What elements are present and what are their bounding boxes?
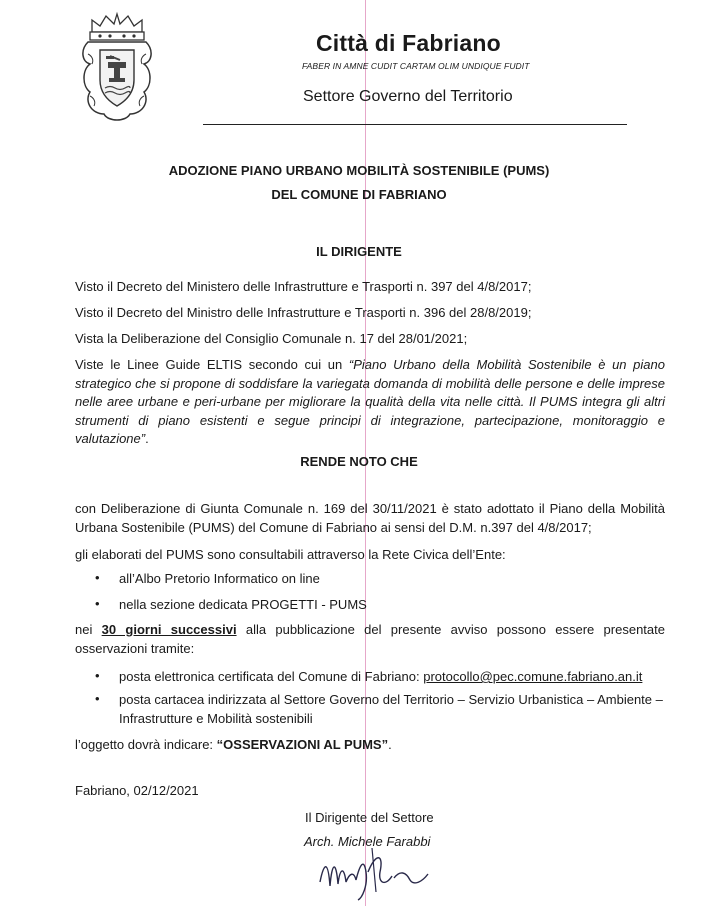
delibera-paragraph: con Deliberazione di Giunta Comunale n. 169 del 30/11/2021 è stato adottato il Piano della Mobilità Urbana Sostenibile (PUMS) del Comune di Fabriano ai sensi del D.M. n.397 del 4/8/2017;: [75, 501, 665, 535]
eltis-end: .: [145, 431, 149, 446]
doc-title-line1: ADOZIONE PIANO URBANO MOBILITÀ SOSTENIBILE (PUMS): [168, 163, 550, 178]
sector-name: Settore Governo del Territorio: [303, 88, 513, 105]
oggetto-bold: “OSSERVAZIONI AL PUMS”: [216, 737, 389, 752]
bullet-dot: •: [95, 596, 100, 611]
nei-post: alla pubblicazione del presente avviso possono essere presentate osservazioni tramite:: [75, 622, 665, 656]
bullet-dot: •: [95, 570, 100, 585]
bullet-item: all’Albo Pretorio Informatico on line: [119, 571, 320, 586]
city-motto: FABER IN AMNE CUDIT CARTAM OLIM UNDIQUE FUDIT: [302, 61, 530, 71]
signer-role: Il Dirigente del Settore: [305, 810, 434, 825]
place-date: Fabriano, 02/12/2021: [75, 783, 199, 798]
elaborati-paragraph: gli elaborati del PUMS sono consultabili attraverso la Rete Civica dell’Ente:: [75, 547, 506, 562]
city-title: Città di Fabriano: [316, 30, 501, 56]
pec-link[interactable]: protocollo@pec.comune.fabriano.an.it: [423, 669, 643, 684]
visto-line: Vista la Deliberazione del Consiglio Comunale n. 17 del 28/01/2021;: [75, 331, 468, 346]
pec-item: [119, 668, 679, 687]
visto-line: Visto il Decreto del Ministro delle Infrastrutture e Trasporti n. 396 del 28/8/2019;: [75, 305, 532, 320]
oggetto-pre: l’oggetto dovrà indicare:: [75, 737, 217, 752]
city-crest-icon: [78, 10, 156, 130]
margin-line: [365, 0, 366, 906]
signer-name: Arch. Michele Farabbi: [304, 834, 431, 849]
eltis-paragraph: [75, 356, 665, 449]
rende-heading: RENDE NOTO CHE: [300, 454, 418, 469]
bullet-dot: •: [95, 691, 100, 706]
bullet-item: nella sezione dedicata PROGETTI - PUMS: [119, 597, 367, 612]
bullet-dot: •: [95, 668, 100, 683]
eltis-intro: Viste le Linee Guide ELTIS secondo cui un: [75, 357, 349, 372]
pec-label: posta elettronica certificata del Comune di Fabriano:: [119, 669, 424, 684]
visto-line: Visto il Decreto del Ministero delle Infrastrutture e Trasporti n. 397 del 4/8/2017;: [75, 279, 532, 294]
oggetto-paragraph: [75, 736, 665, 755]
nei-pre: nei: [75, 622, 102, 637]
eltis-quote: “Piano Urbano della Mobilità Sostenibile è un piano strategico che si propone di soddisfare la variegata domanda di mobilità delle persone e delle imprese nelle aree urbane e peri-urbane per migliorare la qualità della vita nelle città. Il PUMS integra gli altri strumenti di piano esistenti e segue principi di integrazione, partecipazione, monitoraggio e valutazione”: [75, 357, 665, 446]
dirigente-heading: IL DIRIGENTE: [316, 244, 402, 259]
handwritten-signature-icon: [310, 842, 450, 906]
osservazioni-paragraph: [75, 621, 665, 658]
doc-title-line2: DEL COMUNE DI FABRIANO: [271, 187, 447, 202]
oggetto-post: .: [388, 737, 392, 752]
deadline-text: 30 giorni successivi: [101, 622, 237, 637]
header-divider: [203, 124, 627, 125]
cartacea-item: posta cartacea indirizzata al Settore Governo del Territorio – Servizio Urbanistica – Ambiente – Infrastrutture e Mobilità sostenibili: [119, 692, 663, 726]
